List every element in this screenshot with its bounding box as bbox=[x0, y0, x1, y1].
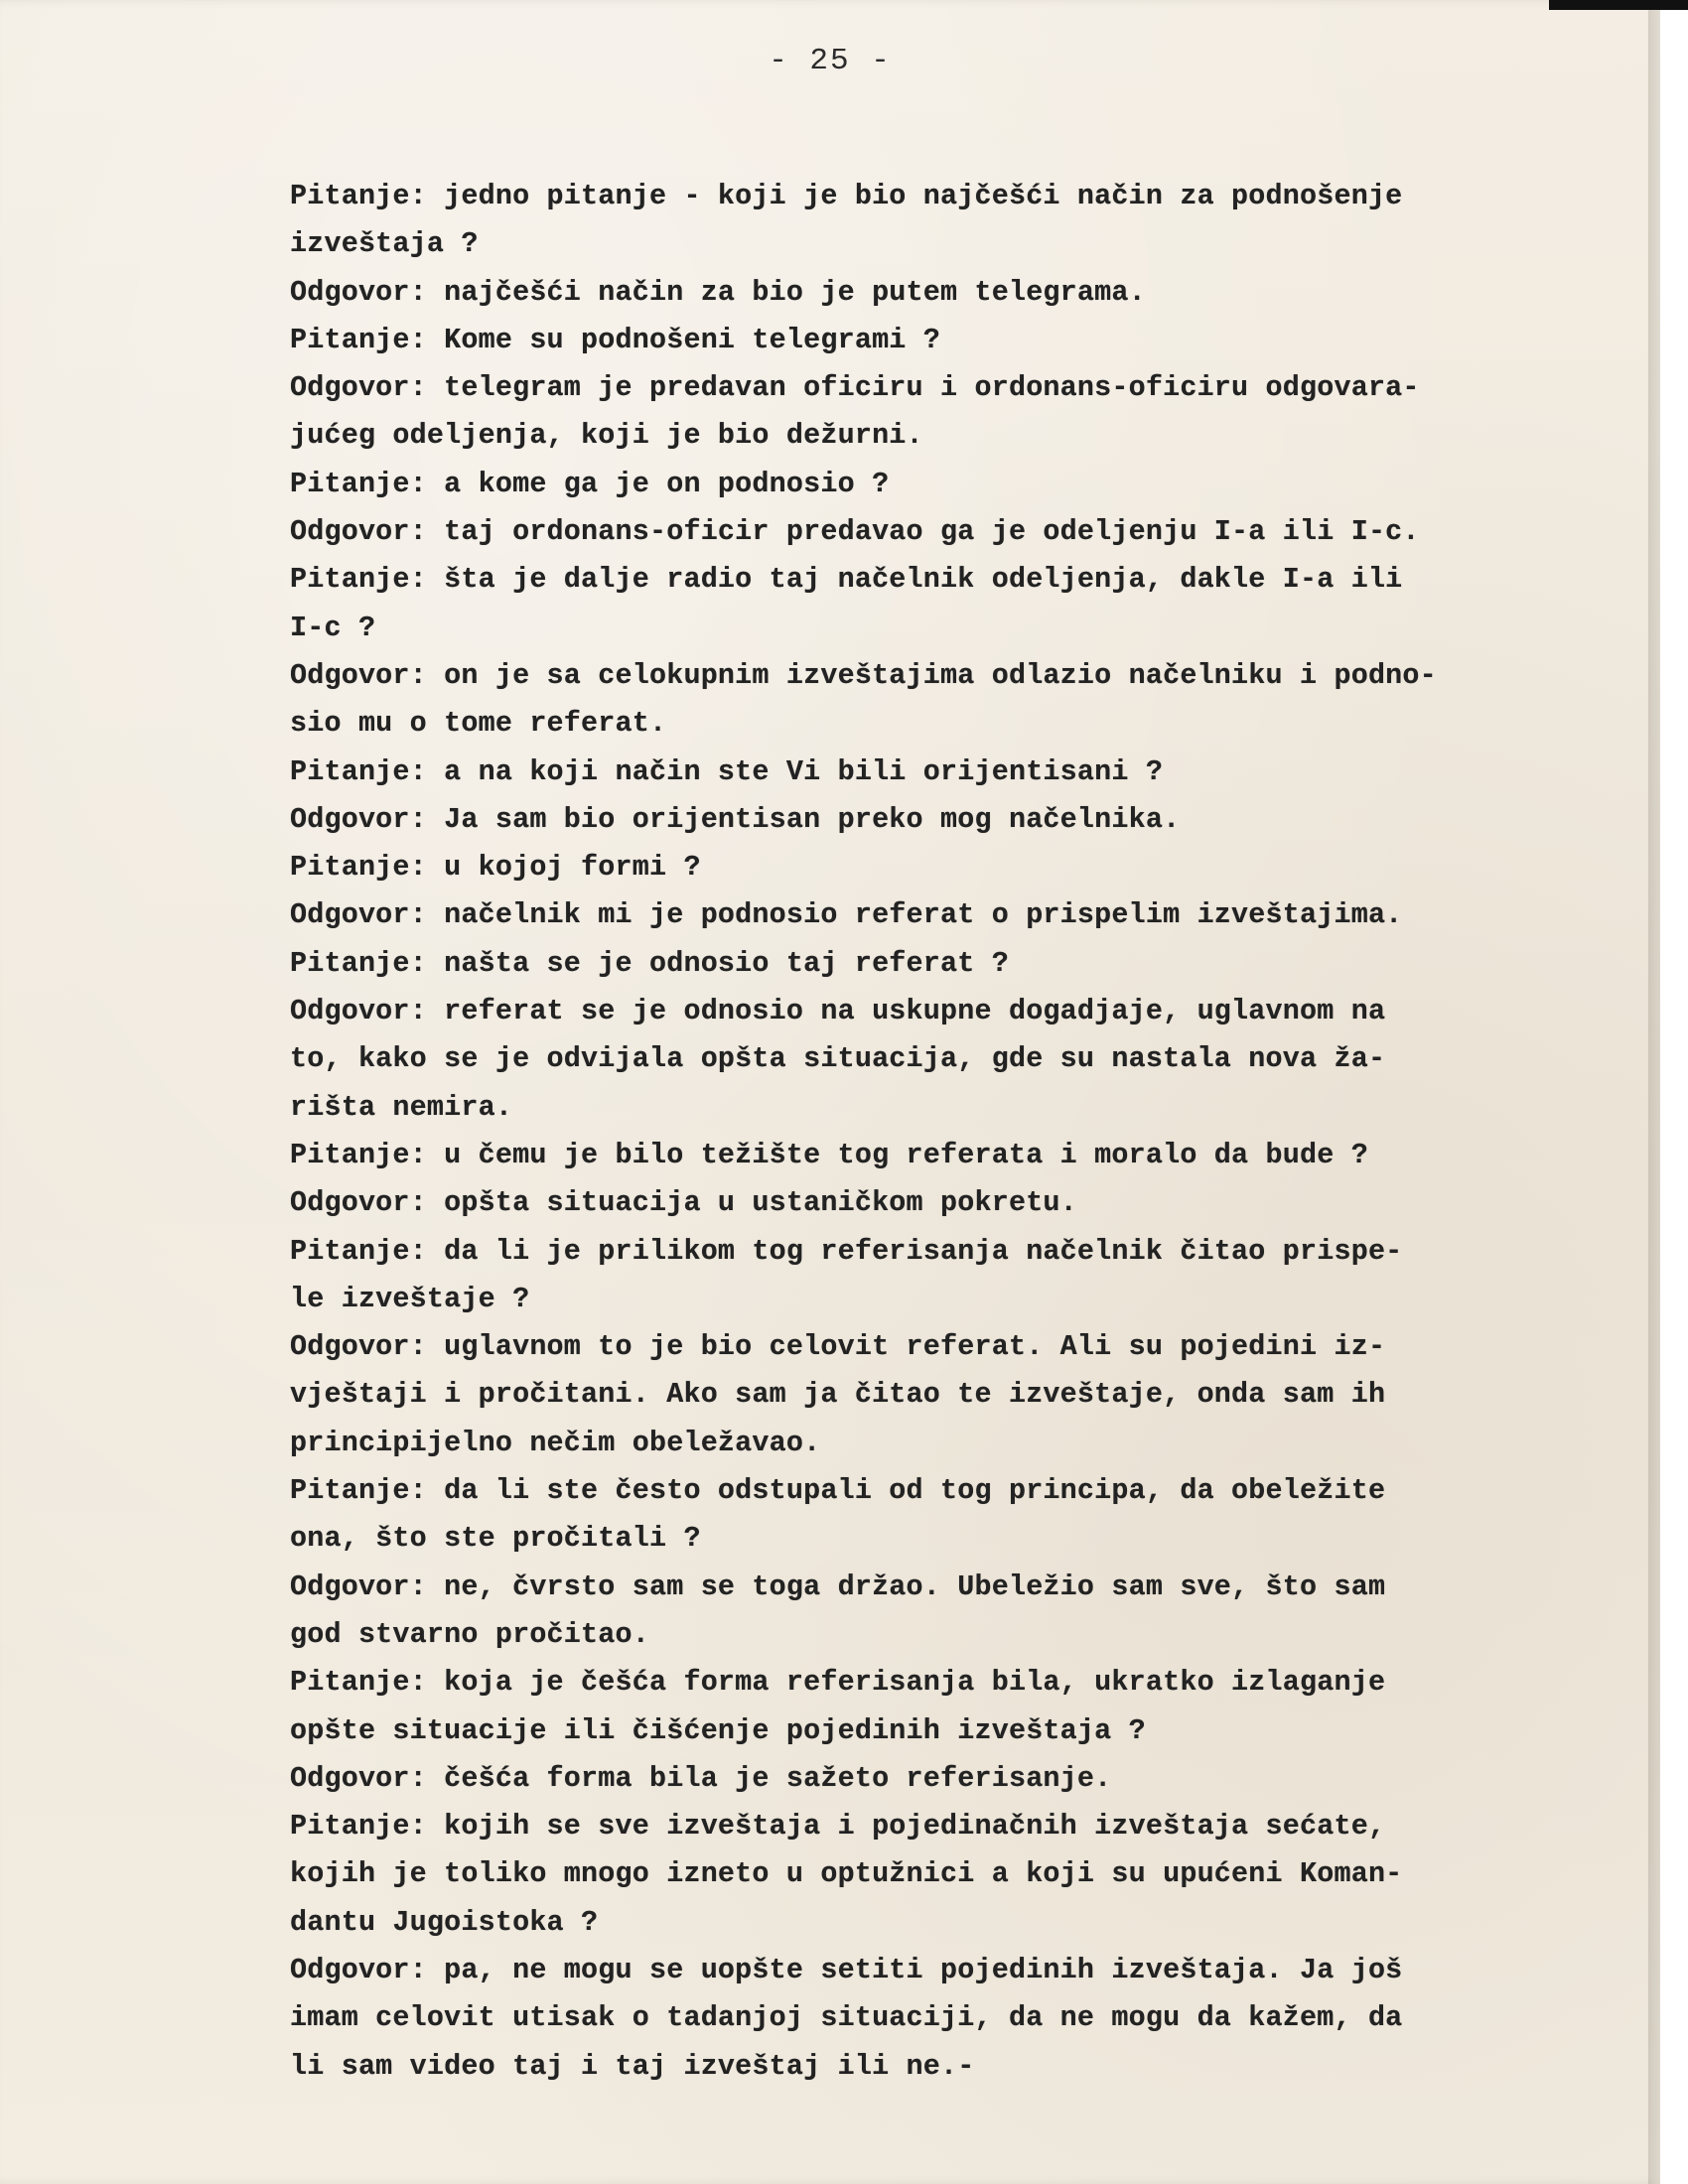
transcript-line: Odgovor: Ja sam bio orijentisan preko mog načelnika. bbox=[290, 802, 1181, 836]
transcript-line: to, kako se je odvijala opšta situacija, gde su nastala nova ža- bbox=[290, 1042, 1386, 1076]
transcript-line: Odgovor: najčešći način za bio je putem telegrama. bbox=[290, 275, 1146, 309]
transcript-line: jućeg odeljenja, koji je bio dežurni. bbox=[290, 419, 923, 453]
transcript-line: ona, što ste pročitali ? bbox=[290, 1522, 701, 1556]
transcript-line: Odgovor: taj ordonans-oficir predavao ga je odeljenju I-a ili I-c. bbox=[290, 515, 1420, 549]
transcript-line: Odgovor: načelnik mi je podnosio referat o prispelim izveštajima. bbox=[290, 898, 1403, 932]
transcript-line: Odgovor: telegram je predavan oficiru i ordonans-oficiru odgovara- bbox=[290, 371, 1420, 405]
transcript-line: le izveštaje ? bbox=[290, 1282, 530, 1315]
transcript-line: izveštaja ? bbox=[290, 227, 479, 261]
transcript-line: Pitanje: šta je dalje radio taj načelnik odeljenja, dakle I-a ili bbox=[290, 563, 1403, 597]
transcript-line: Odgovor: referat se je odnosio na uskupne dogadjaje, uglavnom na bbox=[290, 995, 1386, 1028]
transcript-line: rišta nemira. bbox=[290, 1090, 513, 1124]
transcript-line: sio mu o tome referat. bbox=[290, 707, 667, 741]
scan-margin bbox=[1660, 0, 1688, 2184]
transcript-line: kojih je toliko mnogo izneto u optužnici a koji su upućeni Koman- bbox=[290, 1857, 1403, 1891]
transcript-line: Odgovor: pa, ne mogu se uopšte setiti pojedinih izveštaja. Ja još bbox=[290, 1953, 1403, 1986]
transcript-line: god stvarno pročitao. bbox=[290, 1617, 649, 1651]
transcript-line: Pitanje: Kome su podnošeni telegrami ? bbox=[290, 323, 941, 356]
transcript-line: Odgovor: on je sa celokupnim izveštajima odlazio načelniku i podno- bbox=[290, 658, 1437, 692]
transcript-line: imam celovit utisak o tadanjoj situaciji, da ne mogu da kažem, da bbox=[290, 2001, 1403, 2035]
transcript-line: Odgovor: uglavnom to je bio celovit referat. Ali su pojedini iz- bbox=[290, 1330, 1386, 1364]
transcript-line: principijelno nečim obeležavao. bbox=[290, 1426, 821, 1459]
transcript-line: dantu Jugoistoka ? bbox=[290, 1905, 599, 1939]
transcript-line: Pitanje: u čemu je bilo težište tog referata i moralo da bude ? bbox=[290, 1138, 1368, 1171]
transcript-line: Pitanje: kojih se sve izveštaja i pojedinačnih izveštaja sećate, bbox=[290, 1810, 1386, 1843]
transcript-line: Pitanje: da li je prilikom tog referisanja načelnik čitao prispe- bbox=[290, 1234, 1403, 1268]
transcript-line: I-c ? bbox=[290, 611, 376, 644]
transcript-line: Pitanje: našta se je odnosio taj referat ? bbox=[290, 946, 1009, 980]
page-number: - 25 - bbox=[769, 44, 892, 78]
transcript-line: Pitanje: da li ste često odstupali od tog principa, da obeležite bbox=[290, 1474, 1386, 1508]
transcript-line: Pitanje: koja je češća forma referisanja bila, ukratko izlaganje bbox=[290, 1666, 1386, 1700]
transcript-line: vještaji i pročitani. Ako sam ja čitao te izveštaje, onda sam ih bbox=[290, 1378, 1386, 1412]
transcript-line: Pitanje: a na koji način ste Vi bili orijentisani ? bbox=[290, 754, 1164, 788]
transcript-line: Pitanje: u kojoj formi ? bbox=[290, 851, 701, 885]
scan-top-bar bbox=[1549, 0, 1688, 10]
transcript-line: opšte situacije ili čišćenje pojedinih izveštaja ? bbox=[290, 1713, 1146, 1747]
transcript-line: Odgovor: češća forma bila je sažeto referisanje. bbox=[290, 1761, 1112, 1795]
transcript-line: li sam video taj i taj izveštaj ili ne.- bbox=[290, 2049, 975, 2083]
transcript-line: Pitanje: a kome ga je on podnosio ? bbox=[290, 467, 890, 500]
transcript-line: Odgovor: opšta situacija u ustaničkom pokretu. bbox=[290, 1186, 1077, 1220]
transcript-body bbox=[290, 173, 1650, 2091]
transcript-line: Pitanje: jedno pitanje - koji je bio najčešći način za podnošenje bbox=[290, 180, 1403, 212]
transcript-line: Odgovor: ne, čvrsto sam se toga držao. Ubeležio sam sve, što sam bbox=[290, 1570, 1386, 1603]
